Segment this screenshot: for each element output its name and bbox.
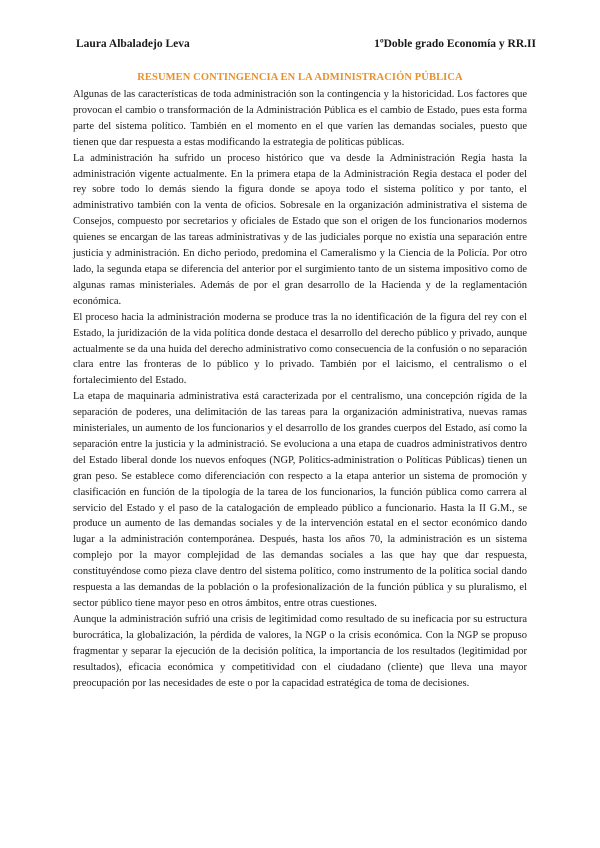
paragraph: La etapa de maquinaria administrativa está caracterizada por el centralismo, una concepción rígida de la separación de poderes, una delimitación de las tareas para la organización administrativa, nuevas ramas ministeriales, un aumento de los funcionarios y el desarrollo de los grandes cuerpos del Estado, así como la separación entre la justicia y la administració. Se evoluciona a una etapa de cuadros administrativos dentro del Estado liberal donde los nuevos enfoques (NGP, Politics-administration o Políticas Públicas) tienen un gran peso. Se establece como diferenciación con respecto a la etapa anterior un sistema de promoción y clasificación en función de la tipología de la tarea de los funcionarios, la función pública como carrera al servicio del Estado y el paso de la catalogación de empleado público a funcionario. Hasta la II G.M., se produce un aumento de las demandas sociales y de la intervención estatal en el sector económico dando lugar a la administración contemporánea. Después, hasta los años 70, la administración es un sistema complejo por la mayor complejidad de las demandas sociales a las que hay que dar respuesta, constituyéndose como pieza clave dentro del sistema político, como instrumento de la política social dando respuesta a las demandas de la población o la profesionalización de la función pública y su pluralismo, el sector público tiene mayor peso en otros ámbitos, entre otras cuestiones.	[73, 391, 527, 609]
author-name: Laura Albaladejo Leva	[76, 38, 190, 50]
course-name: 1ºDoble grado Economía y RR.II	[374, 38, 536, 50]
paragraph: El proceso hacia la administración moderna se produce tras la no identificación de la figura del rey con el Estado, la juridización de la vida política donde destaca el desarrollo del derecho público y privado, aunque actualmente se da una huida del derecho administrativo como consecuencia de la confusión o no separación clara entre las fronteras de lo público y lo privado. También por el laicismo, el centralismo o el fortalecimiento del Estado.	[73, 311, 527, 387]
paragraph: Algunas de las características de toda administración son la contingencia y la historicidad. Los factores que provocan el cambio o transformación de la Administración Pública es el cambio de Estado, pues esta forma parte del sistema político. También en el momento en el que varíen las demandas sociales, puesto que tienen que dar respuesta a estas modificando la estrategia de políticas públicas.	[73, 89, 527, 148]
document-body	[73, 87, 527, 691]
page-header	[76, 38, 536, 50]
document-title: RESUMEN CONTINGENCIA EN LA ADMINISTRACIÓN PÚBLICA	[137, 72, 463, 83]
paragraph: La administración ha sufrido un proceso histórico que va desde la Administración Regia hasta la administración vigente actualmente. En la primera etapa de la Administración Regia destaca el poder del rey sobre todo lo demás siendo la figura donde se apoya todo el sistema político y por tanto, el administrativo también con la venta de oficios. Sobresale en la organización administrativa el sistema de Consejos, compuesto por secretarios y oficiales de Estado que son el origen de los funcionarios modernos quienes se encargan de las tareas administrativas y de las judiciales porque no existía una separación entre justicia y administración. En dicho periodo, predomina el Cameralismo y la Ciencia de la Policía. Por otro lado, la segunda etapa se diferencia del anterior por el surgimiento tanto de un sistema impositivo como de algunas ramas ministeriales. Además de por el gran desarrollo de la Hacienda y de la reglamentación económica.	[73, 152, 527, 307]
paragraph: Aunque la administración sufrió una crisis de legitimidad como resultado de su ineficacia por su estructura burocrática, la globalización, la pérdida de valores, la NGP o la crisis económica. Con la NGP se propuso fragmentar y separar la ejecución de la decisión política, la importancia de los resultados (legitimidad por resultados), eficacia económica y competitividad con el ciudadano (cliente) que lleva una mayor preocupación por las necesidades de este o por la capacidad estratégica de toma de decisiones.	[73, 613, 527, 689]
